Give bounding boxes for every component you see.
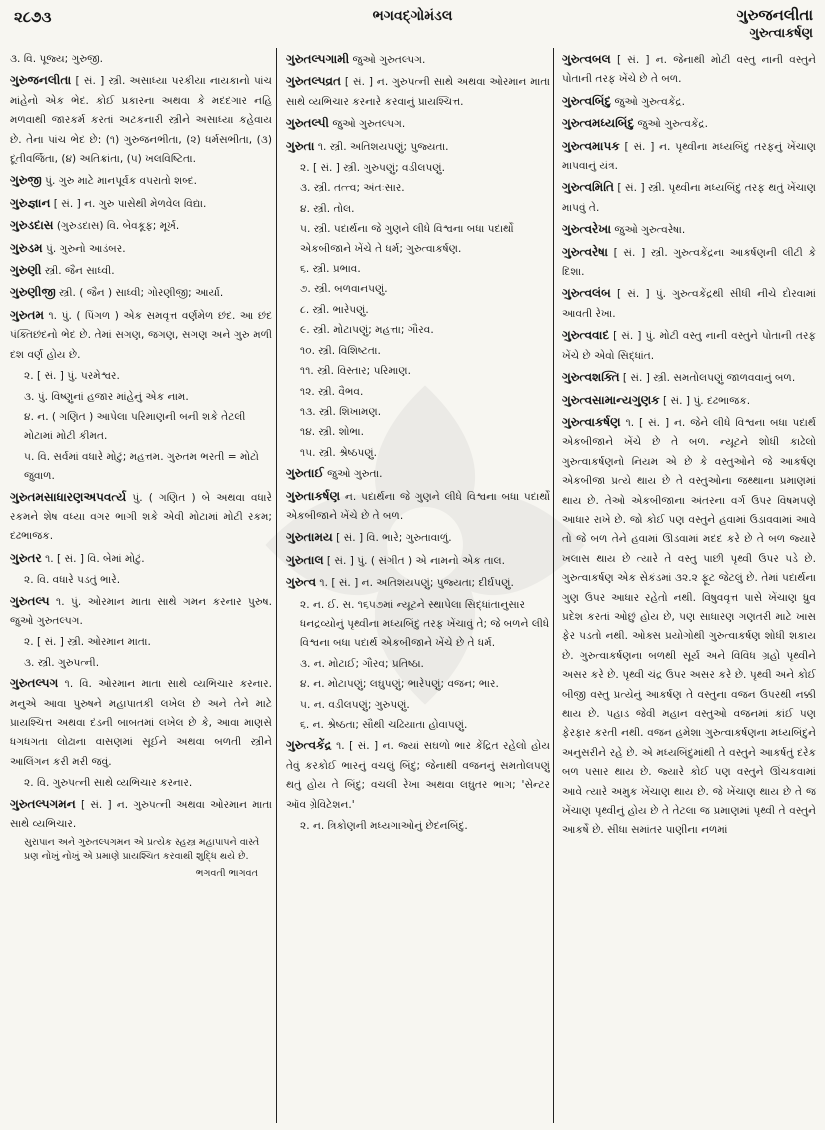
sense-line — [286, 220, 550, 259]
headword: ગુરુજ્ઞાન — [10, 195, 51, 210]
sense-line — [10, 408, 272, 447]
sense-text: ૩. ન. મોટાઈ; ગૌરવ; પ્રતિષ્ઠા. — [300, 657, 424, 670]
headword: ગુરુણીજી — [10, 285, 56, 300]
sense-text: ૫. વિ. સર્વમાં વધારે મોટું; મહત્તમ. ગુરુતમ ભરતી = મોટો જુવાળ. — [24, 450, 259, 483]
headword: ગુરુત્વલંબ — [562, 286, 611, 301]
definition-text: [ સં. ] વિ. ભારે; ગુરુતાવાળું. — [332, 532, 452, 545]
headword: ગુરુતલ્પી — [286, 116, 329, 131]
definition-text: પું. ( ગણિત ) બે અથવા વધારે રકમને શેષ વધ્યા વગર ભાગી શકે એવી મોટામાં મોટી રકમ; દઢભાજક. — [10, 491, 272, 543]
dictionary-entry — [286, 487, 550, 527]
definition-text: ૩. વિ. પૂજ્ય; ગુરુજી. — [10, 53, 104, 65]
headword: ગુરુતલ્પગ — [10, 676, 59, 691]
dictionary-entry — [286, 528, 550, 548]
sense-text: ૧૦. સ્ત્રી. વિશિષ્ટતા. — [300, 344, 381, 357]
definition-text: જુઓ ગુરુત્વકેંદ્ર. — [611, 95, 685, 108]
sense-line — [286, 817, 550, 836]
definition-text: ૧. પું. ( પિંગળ ) એક સમવૃત્ત વર્ણમેળ છંદ. આ છંદ પંક્તિછંદનો ભેદ છે. તેમાં સગણ, જગણ, સગણ અને ગુરુ મળી દશ વર્ણ હોય છે. — [10, 309, 272, 361]
definition-text: સ્ત્રી. જૈન સાધ્વી. — [41, 265, 115, 278]
headword: ગુરુત્વરેષા — [562, 244, 608, 259]
headword: ગુરુતાકર્ષણ — [286, 488, 341, 503]
definition-text: [ સં. ] સ્ત્રી. ગુરુત્વકેંદ્રના આકર્ષણની લીટી કે દિશા. — [562, 246, 816, 279]
column-3 — [558, 50, 816, 1122]
sense-line — [286, 696, 550, 715]
sense-text: ૨. ન. ઈ. સ. ૧૬૫૭માં ન્યૂટને સ્થાપેલા સિદ્ધાંતાનુસાર ધનદ્રવ્યોનું પૃથ્વીના મધ્યબિંદુ તરફ ખેંચાવું તે; જે બળને લીધે વિશ્વના બધા પદાર્થ એકબીજાને ખેંચે છે તે ધર્મ. — [300, 598, 550, 650]
dictionary-entry — [562, 92, 816, 112]
dictionary-entry — [286, 551, 550, 571]
dictionary-entry — [10, 216, 272, 236]
sense-text: ૧૨. સ્ત્રી. વૈભવ. — [300, 385, 364, 398]
citation-source: ભગવતી ભાગવત — [195, 868, 258, 880]
sense-line — [286, 444, 550, 463]
definition-text: ૧. વિ. ઓરમાન માતા સાથે વ્યભિચાર કરનાર. મનુએ આવા પુરુષને મહાપાતકી લખેલ છે અને તેને માટે પ્રાયશ્ચિત્ત અથવા દંડની બાબતમાં લખેલ છે કે, આવા માણસે ધગધગતા લોઢાના વાસણમાં સૂઈને અથવા બળતી સ્ત્રીને આલિંગન કરી મરી જવું. — [10, 678, 272, 768]
citation-quote: સુરાપાન અને ગુરુતલ્પગમન એ પ્રત્યેક સ્હસ્ત્ર મહાપાપને વાસ્તે પ્રણ નોખું નોખું એ પ્રમાણે પ્રાયશ્ચિત કરવાથી શુદ્ધિ થયે છે. — [24, 837, 260, 863]
definition-text: જુઓ ગુરુત્વરેષા. — [611, 224, 686, 237]
guide-word-last: ગુરુત્વાકર્ષણ — [749, 26, 813, 41]
headword: ગુરુત્વમધ્યબિંદુ — [562, 116, 635, 131]
sense-text: ૧૩. સ્ત્રી. શિખામણ. — [300, 405, 382, 418]
headword: ગુરુત્વમિતિ — [562, 180, 614, 195]
sense-line — [286, 362, 550, 381]
dictionary-entry — [10, 488, 272, 547]
sense-text: ૩. પું. વિષ્ણુનાં હજાર માંહેનું એક નામ. — [24, 390, 189, 403]
sense-line — [10, 571, 272, 590]
headword: ગુરુતાઈ — [286, 466, 324, 481]
sense-text: ૩. સ્ત્રી. ગુરુપત્ની. — [24, 656, 100, 669]
definition-text: [ સં. ] ન. ગુરુપત્ની સાથે અથવા ઓરમાન માતા સાથે વ્યભિચાર કરનારે કરવાનું પ્રાયશ્ચિત્ત. — [286, 76, 550, 108]
sense-line — [286, 716, 550, 735]
dictionary-entry — [562, 391, 816, 411]
headword: ગુરુતર — [10, 550, 42, 565]
sense-line — [286, 321, 550, 340]
sense-text: ૨. વિ. ગુરુપત્ની સાથે વ્યભિચાર કરનાર. — [24, 777, 193, 790]
sense-text: ૨. વિ. વધારે પડતું ભારે. — [24, 574, 121, 587]
column-2 — [282, 50, 550, 1122]
sense-text: ૨. [ સં. ] સ્ત્રી. ગુરુપણું; વડીલપણું. — [300, 162, 445, 175]
headword: ગુરુતલ્પવ્રત — [286, 74, 341, 89]
dictionary-entry — [10, 549, 272, 569]
dictionary-entry — [10, 592, 272, 632]
sense-text: ૮. સ્ત્રી. ભારેપણું. — [300, 303, 369, 316]
sense-line — [286, 280, 550, 299]
definition-text: (ગુરુડદાસ) વિ. બેવકૂફ; મૂર્ખ. — [53, 220, 180, 233]
sense-text: ૧૧. સ્ત્રી. વિસ્તાર; પરિમાણ. — [300, 365, 412, 378]
dictionary-entry — [10, 283, 272, 303]
headword: ગુરુતામય — [286, 530, 333, 545]
column-1 — [10, 50, 272, 1122]
dictionary-entry — [10, 261, 272, 281]
dictionary-entry — [562, 114, 816, 134]
dictionary-entry — [562, 326, 816, 366]
dictionary-entry — [10, 306, 272, 365]
page-header — [0, 0, 825, 44]
definition-text: ૧. [ સં. ] ન. જ્યાં સઘળો ભાર કેંદ્રિત રહેલો હોય તેવું કરકોઈ ભારનું વચલું બિંદુ; જેનાથી વજનનું સમતોલપણું થતું હોય તે બિંદુ; વચલી રેખા અથવા લઘુતર ભાગ; 'સેન્ટર ઑવ ગ્રેવિટેશન.' — [286, 740, 550, 811]
dictionary-entry — [286, 50, 550, 70]
definition-text: [ સં. ] પું. ( સંગીત ) એ નામનો એક તાલ. — [323, 554, 505, 567]
sense-line — [10, 654, 272, 673]
dictionary-entry — [286, 736, 550, 815]
definition-text: [ સં. ] ન. જેનાથી મોટી વસ્તુ નાની વસ્તુને પોતાની તરફ ખેંચે છે તે બળ. — [562, 54, 816, 86]
dictionary-entry — [10, 50, 272, 69]
headword: ગુરુત્વાકર્ષણ — [562, 414, 621, 429]
headword: ગુરુતલ્પગામી — [286, 52, 350, 66]
column-divider — [553, 48, 554, 1123]
sense-line — [286, 596, 550, 654]
headword: ગુરુતાલ — [286, 552, 324, 567]
sense-line — [286, 675, 550, 694]
definition-text: સ્ત્રી. ( જૈન ) સાધ્વી; ગોરણીજી; આર્યા. — [55, 287, 224, 300]
definition-text: ૧. [ સં. ] ન. અતિશયપણું; પુજ્યતા; દીર્ઘપણું. — [316, 577, 514, 590]
headword: ગુરુત્વબલ — [562, 52, 611, 66]
dictionary-entry — [286, 137, 550, 157]
definition-text: જુઓ ગુરુત્વકેંદ્ર. — [634, 118, 709, 131]
headword: ગુરુતા — [286, 138, 315, 153]
definition-text: [ સં. ] સ્ત્રી. સમતોલપણું જાળવવાનું બળ. — [619, 372, 796, 385]
sense-text: ૪. ન. ( ગણિત ) આપેલા પરિમાણની બની શકે તેટલી મોટામાં મોટી કીમત. — [24, 410, 246, 443]
headword: ગુરુત્વરેખા — [562, 222, 612, 237]
headword: ગુરુતલ્પગમન — [10, 796, 76, 811]
sense-text: ૨. ન. ત્રિકોણની મધ્યગાઓનું છેદનબિંદુ. — [300, 820, 468, 833]
definition-text: જુઓ ગુરુતા. — [323, 468, 383, 481]
sense-text: ૫. ન. વડીલપણું; ગુરુપણું. — [300, 698, 410, 711]
sense-text: ૪. સ્ત્રી. તોલ. — [300, 202, 355, 215]
sense-text: ૩. સ્ત્રી. તત્ત્વ; અંતઃસાર. — [300, 182, 405, 195]
dictionary-entry — [286, 114, 550, 134]
sense-text: ૪. ન. મોટાપણું; લઘુપણું; ભારેપણું; વજન; ભાર. — [300, 678, 499, 691]
dictionary-entry — [562, 50, 816, 90]
sense-text: ૫. સ્ત્રી. પદાર્થના જે ગુણને લીધે વિશ્વના બધા પદાર્થો એકબીજાને ખેંચે તે ધર્મ; ગુરુત્વાકર્ષણ. — [300, 223, 514, 255]
sense-line — [286, 260, 550, 279]
definition-text: [ સં. ] પું. ગુરુત્વકેંદ્રથી સીધી નીચે દોરવામાં આવતી રેખા. — [562, 288, 816, 320]
sense-text: ૧૫. સ્ત્રી. શ્રેષ્ઠપણું. — [300, 446, 377, 459]
dictionary-entry — [10, 71, 272, 169]
guide-word-first: ગુરુજનલીતા — [736, 6, 813, 24]
headword: ગુરુડદાસ — [10, 218, 54, 233]
sense-line — [286, 655, 550, 674]
sense-line — [286, 159, 550, 178]
sense-text: ૯. સ્ત્રી. મોટાપણું; મહત્તા; ગૌરવ. — [300, 324, 434, 337]
sense-text: ૬. ન. શ્રેષ્ઠતા; સૌથી ચઢિયાતા હોવાપણું. — [300, 719, 468, 731]
definition-text: ન. પદાર્થના જે ગુણને લીધે વિશ્વના બધા પદાર્થો એકબીજાને ખેંચે છે તે બળ. — [286, 490, 550, 522]
definition-text: [ સં. ] ન. પૃથ્વીના મધ્યબિંદુ તરફનું ખેંચાણ માપવાનું યંત્ર. — [562, 140, 816, 173]
dictionary-entry — [562, 137, 816, 177]
definition-text: પું. ગુરુ માટે માનપૂર્વક વપરાતો શબ્દ. — [41, 175, 198, 188]
headword: ગુરુડમ — [10, 240, 43, 255]
definition-text: પું. ગુરુનો આડંબર. — [42, 242, 126, 255]
sense-line — [286, 301, 550, 320]
definition-text: [ સં. ] ન. ગુરુપત્ની અથવા ઓરમાન માતા સાથે વ્યભિચાર. — [10, 798, 272, 831]
dictionary-entry — [562, 243, 816, 283]
sense-text: ૨. [ સં. ] સ્ત્રી. ઓરમાન માતા. — [24, 636, 151, 649]
dictionary-entry — [10, 674, 272, 772]
column-divider — [276, 48, 277, 1123]
definition-text: [ સં. ] પું. દઢભાજક. — [659, 394, 751, 407]
headword: ગુરુતમસાધારણઅપવર્ત્ય — [10, 489, 127, 504]
sense-line — [286, 342, 550, 361]
definition-text: [ સં. ] સ્ત્રી. પૃથ્વીના મધ્યબિંદુ તરફ થતું ખેંચાણ માપવું તે. — [562, 182, 816, 214]
dictionary-entry — [286, 464, 550, 484]
headword: ગુરુત્વબિંદુ — [562, 93, 612, 108]
dictionary-entry — [562, 220, 816, 240]
dictionary-entry — [562, 413, 816, 841]
definition-text: ૧. પું. ઓરમાન માતા સાથે ગમન કરનાર પુરુષ. જુઓ ગુરુતલ્પગ. — [10, 595, 272, 627]
headword: ગુરુજી — [10, 173, 42, 188]
definition-text: ૧. [ સં. ] વિ. બેમાં મોટું. — [41, 552, 145, 565]
definition-text: ૧. [ સં. ] ન. જેને લીધે વિશ્વના બધા પદાર્થ એકબીજાને ખેંચે છે તે બળ. ન્યૂટને શોધી કાઢેલો ગુરુત્વાકર્ષણનો નિયમ એ છે કે વસ્તુઓને જે આકર્ષણ એકબીજા પ્રત્યે થાય છે તે વસ્તુઓના જથ્થાના પ્રમાણમાં થાય છે. તેઓ એકબીજાના અંતરના વર્ગ ઉપર વિષમપણે આધાર રાખે છે. જો કોઈ પણ વસ્તુને હવામાં ઉડાવવામાં આવે તો જે બળ તેને હવામાં ઊડવામાં મદદ કરે છે તે બળ જ્યારે ખલાસ થાય છે ત્યારે તે વસ્તુ પાછી પૃથ્વી ઉપર પડે છે. ગુરુત્વાકર્ષણ એક સેકંડમાં ૩૨.૨ ફૂટ જેટલું છે. તેમાં પદાર્થના ગુણ ઉપર આધાર રહેતો નથી. વિષુવવૃત્ત પાસે ખેંચાણ ધ્રુવ પ્રદેશ કરતાં ઓછું હોય છે, પણ સાધારણ ગણતરી માટે ખાસ ફેર પડતો નથી. ઓક્સ પ્રયોગોથી ગુરુત્વાકર્ષણ શોધી શકાય છે. ગુરુત્વાકર્ષણના બળથી સૂર્ય અને વિવિધ ગ્રહો પૃથ્વીને અસર કરે છે. પૃથ્વી ચંદ્ર ઉપર અસર કરે છે. પૃથ્વી અને કોઈ બીજી વસ્તુ પ્રત્યેનું આકર્ષણ તે વસ્તુના વજન ઉપરથી નક્કી થાય છે. પહાડ જેવી મહાન વસ્તુઓ વજનમાં કાંઈ પણ ફેરફાર કરતી નથી. વજન હમેશા ગુરુત્વાકર્ષણના મધ્યબિંદુને અનુસરીને રહે છે. એ મધ્યબિંદુમાંથી તે વસ્તુને આકર્ષતું દરેક બળ પસાર થાય છે. જ્યારે કોઈ પણ વસ્તુને ઊંચકવામાં આવે ત્યારે અમુક ખેંચાણ થાય છે. જે ખેંચાણ થાય છે તે જ ખેંચાણ પૃથ્વીનું હોય છે તે તેટલા જ પ્રમાણમાં પૃથ્વી તે વસ્તુને આકર્ષે છે. સીધા સમાંતર પાણીના નળમાં — [562, 416, 816, 837]
dictionary-entry — [286, 573, 550, 593]
headword: ગુરુતલ્પ — [10, 593, 50, 608]
definition-text: ૧. સ્ત્રી. અતિશયપણું; પુજ્યતા. — [314, 140, 449, 153]
sense-line — [286, 423, 550, 442]
definition-text: જુઓ ગુરુતલ્પગ. — [328, 118, 406, 131]
definition-text: [ સં. ] સ્ત્રી. અસાધ્યા પરકીયા નાયકાનો પાંચ માંહેનો એક ભેદ. કોઈ પ્રકારના અથવા કે મદદગાર નહિ મળવાથી જારકર્મ કરતાં અટકનારી સ્ત્રીને અસાધ્યા કહેવાય છે. તેના પાંચ ભેદ છે: (૧) ગુરુજનભીતા, (૨) ધર્મસભીતા, (૩) દૂતીવર્જિતા, (૪) અતિક્રાંતા, (૫) ખલવિષ્ટિતા. — [10, 75, 272, 166]
sense-line — [10, 367, 272, 386]
sense-text: ૨. [ સં. ] પું. પરમેશ્વર. — [24, 370, 120, 383]
dictionary-entry — [10, 239, 272, 259]
sense-text: ૬. સ્ત્રી. પ્રભાવ. — [300, 263, 361, 276]
dictionary-entry — [562, 284, 816, 324]
headword: ગુરુજનલીતા — [10, 73, 72, 88]
sense-line — [10, 388, 272, 407]
headword: ગુરુણી — [10, 263, 42, 278]
headword: ગુરુત્વકેંદ્ર — [286, 738, 332, 753]
sense-line — [10, 448, 272, 487]
definition-text: [ સં. ] પું. મોટી વસ્તુ નાની વસ્તુને પોતાની તરફ ખેંચે છે એવો સિદ્ધાંત. — [562, 330, 816, 362]
dictionary-entry — [10, 795, 272, 835]
book-title: ભગવદ્ગોમંડલ — [372, 8, 453, 24]
headword: ગુરુત્વવાદ — [562, 328, 610, 343]
dictionary-entry — [10, 194, 272, 214]
dictionary-entry — [10, 171, 272, 191]
dictionary-entry — [562, 368, 816, 388]
definition-text: જુઓ ગુરુતલ્પગ. — [349, 54, 426, 66]
sense-line — [286, 200, 550, 219]
sense-line — [286, 403, 550, 422]
sense-text: ૧૪. સ્ત્રી. શોભા. — [300, 426, 364, 439]
dictionary-entry — [562, 178, 816, 218]
headword: ગુરુત્વમાપક — [562, 138, 620, 153]
page-number: ૨૮૭૩ — [14, 8, 52, 26]
sense-text: ૭. સ્ત્રી. બળવાનપણું. — [300, 283, 388, 296]
headword: ગુરુત્વ — [286, 575, 317, 590]
definition-text: [ સં. ] ન. ગુરુ પાસેથી મેળવેલ વિદ્યા. — [50, 197, 207, 210]
headword: ગુરુત્વસામાન્યગુણક — [562, 392, 660, 407]
dictionary-entry — [286, 72, 550, 112]
sense-line — [286, 179, 550, 198]
headword: ગુરુત્વશક્તિ — [562, 370, 620, 385]
sense-line — [10, 633, 272, 652]
sense-line — [10, 774, 272, 793]
sense-line — [286, 383, 550, 402]
headword: ગુરુતમ — [10, 307, 44, 322]
